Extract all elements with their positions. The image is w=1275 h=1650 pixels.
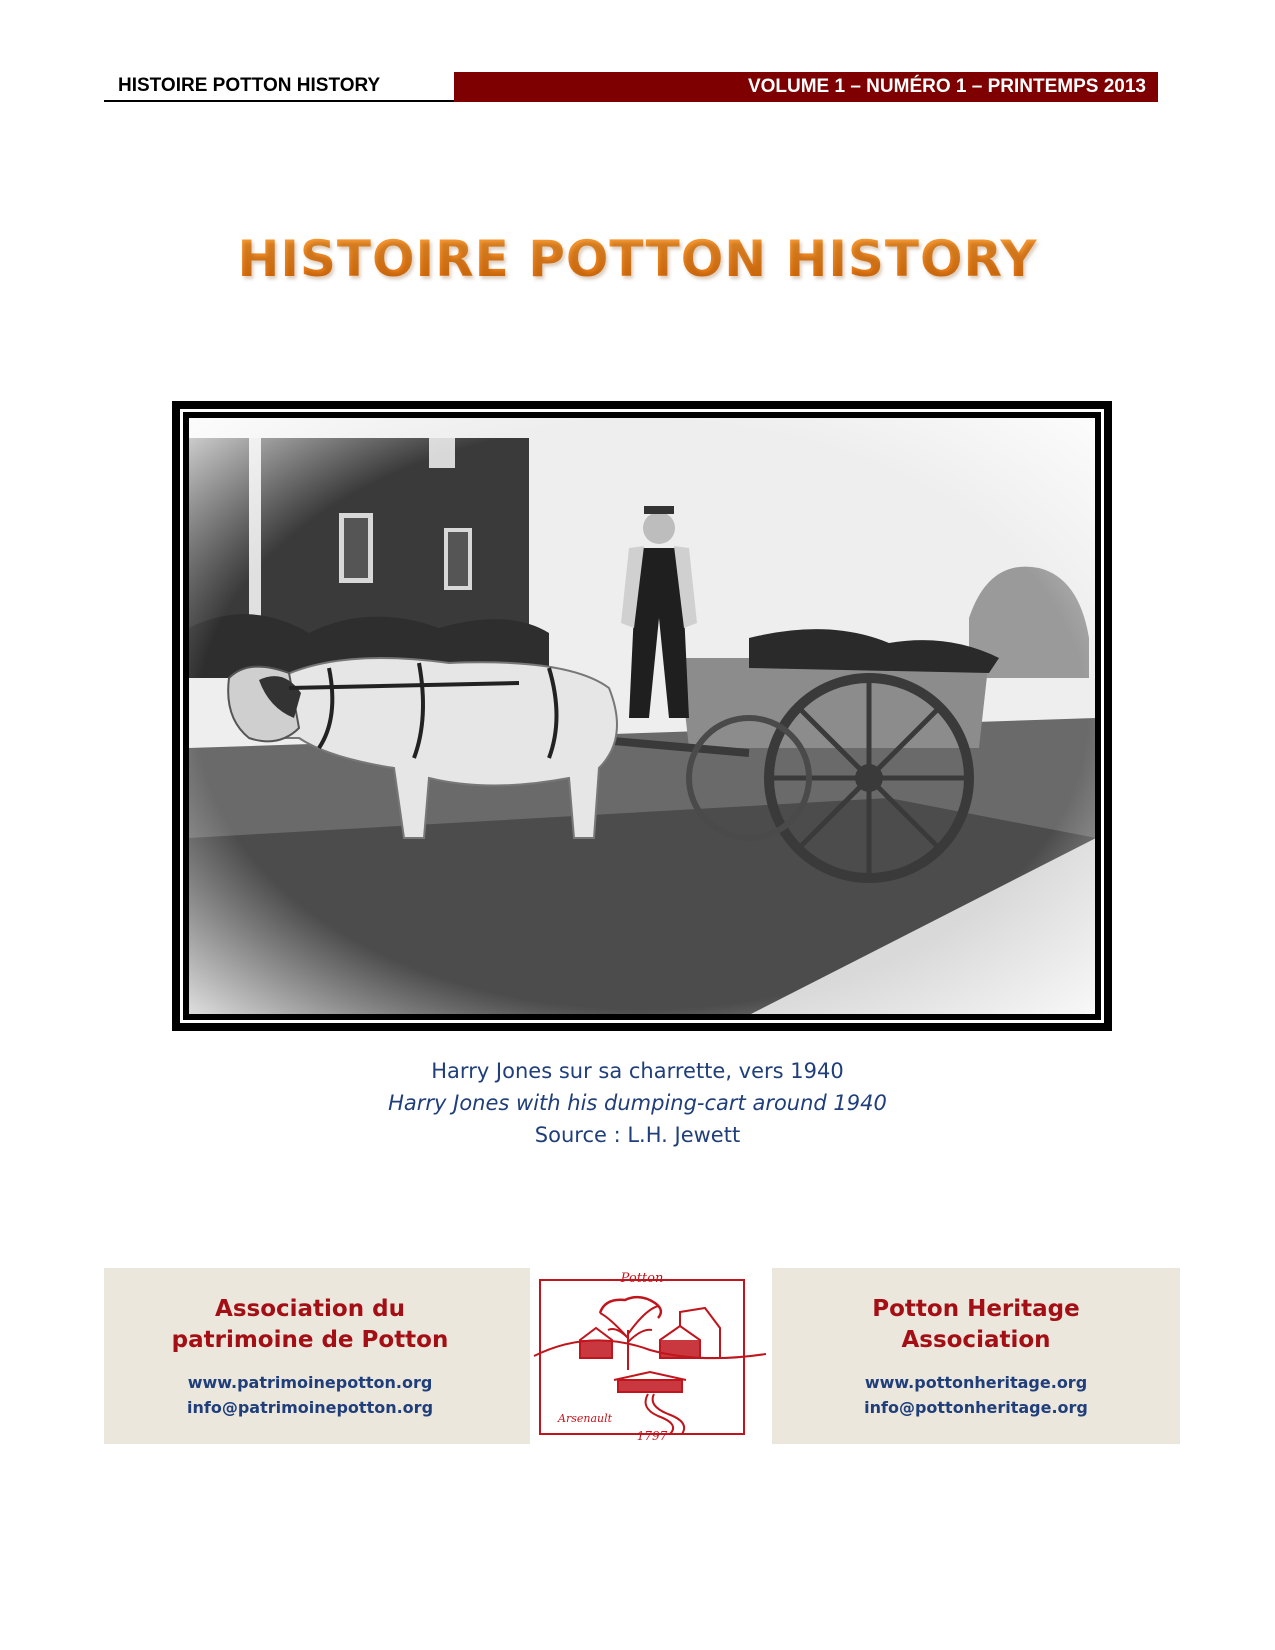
photo-frame xyxy=(172,401,1112,1031)
org-name-french-line2: patrimoine de Potton xyxy=(171,1327,449,1353)
historic-photo xyxy=(189,418,1095,1014)
org-name-english-line2: Association xyxy=(901,1327,1051,1353)
org-links-french xyxy=(104,1370,516,1420)
website-link-french[interactable]: www.patrimoinepotton.org xyxy=(187,1373,433,1392)
issue-label-band: VOLUME 1 – NUMÉRO 1 – PRINTEMPS 2013 xyxy=(454,72,1158,102)
org-links-english xyxy=(772,1370,1180,1420)
caption-source: Source : L.H. Jewett xyxy=(534,1123,741,1147)
footer-english-association xyxy=(772,1268,1180,1444)
running-header-title: HISTOIRE POTTON HISTORY xyxy=(104,72,454,102)
footer-french-association xyxy=(104,1268,516,1444)
caption-french: Harry Jones sur sa charrette, vers 1940 xyxy=(431,1059,844,1083)
potton-logo-icon xyxy=(530,1268,772,1444)
org-name-french xyxy=(104,1294,516,1356)
logo-year-text: 1797 xyxy=(636,1429,668,1443)
org-name-english-line1: Potton Heritage xyxy=(872,1296,1080,1322)
photo-frame-inner xyxy=(180,409,1104,1023)
caption-english: Harry Jones with his dumping-cart around 1940 xyxy=(388,1091,887,1115)
website-link-english[interactable]: www.pottonheritage.org xyxy=(864,1373,1088,1392)
photo-illustration xyxy=(189,418,1095,1014)
org-name-french-line1: Association du xyxy=(215,1296,405,1322)
page-title: HISTOIRE POTTON HISTORY xyxy=(0,230,1275,288)
org-name-english xyxy=(772,1294,1180,1356)
email-link-french[interactable]: info@patrimoinepotton.org xyxy=(186,1398,434,1417)
photo-caption xyxy=(0,1055,1275,1151)
logo-signature-text: Arsenault xyxy=(558,1412,613,1425)
logo-top-text: Potton xyxy=(620,1271,664,1286)
email-link-english[interactable]: info@pottonheritage.org xyxy=(864,1398,1088,1417)
footer-band xyxy=(104,1268,1180,1444)
association-logo xyxy=(530,1268,772,1444)
